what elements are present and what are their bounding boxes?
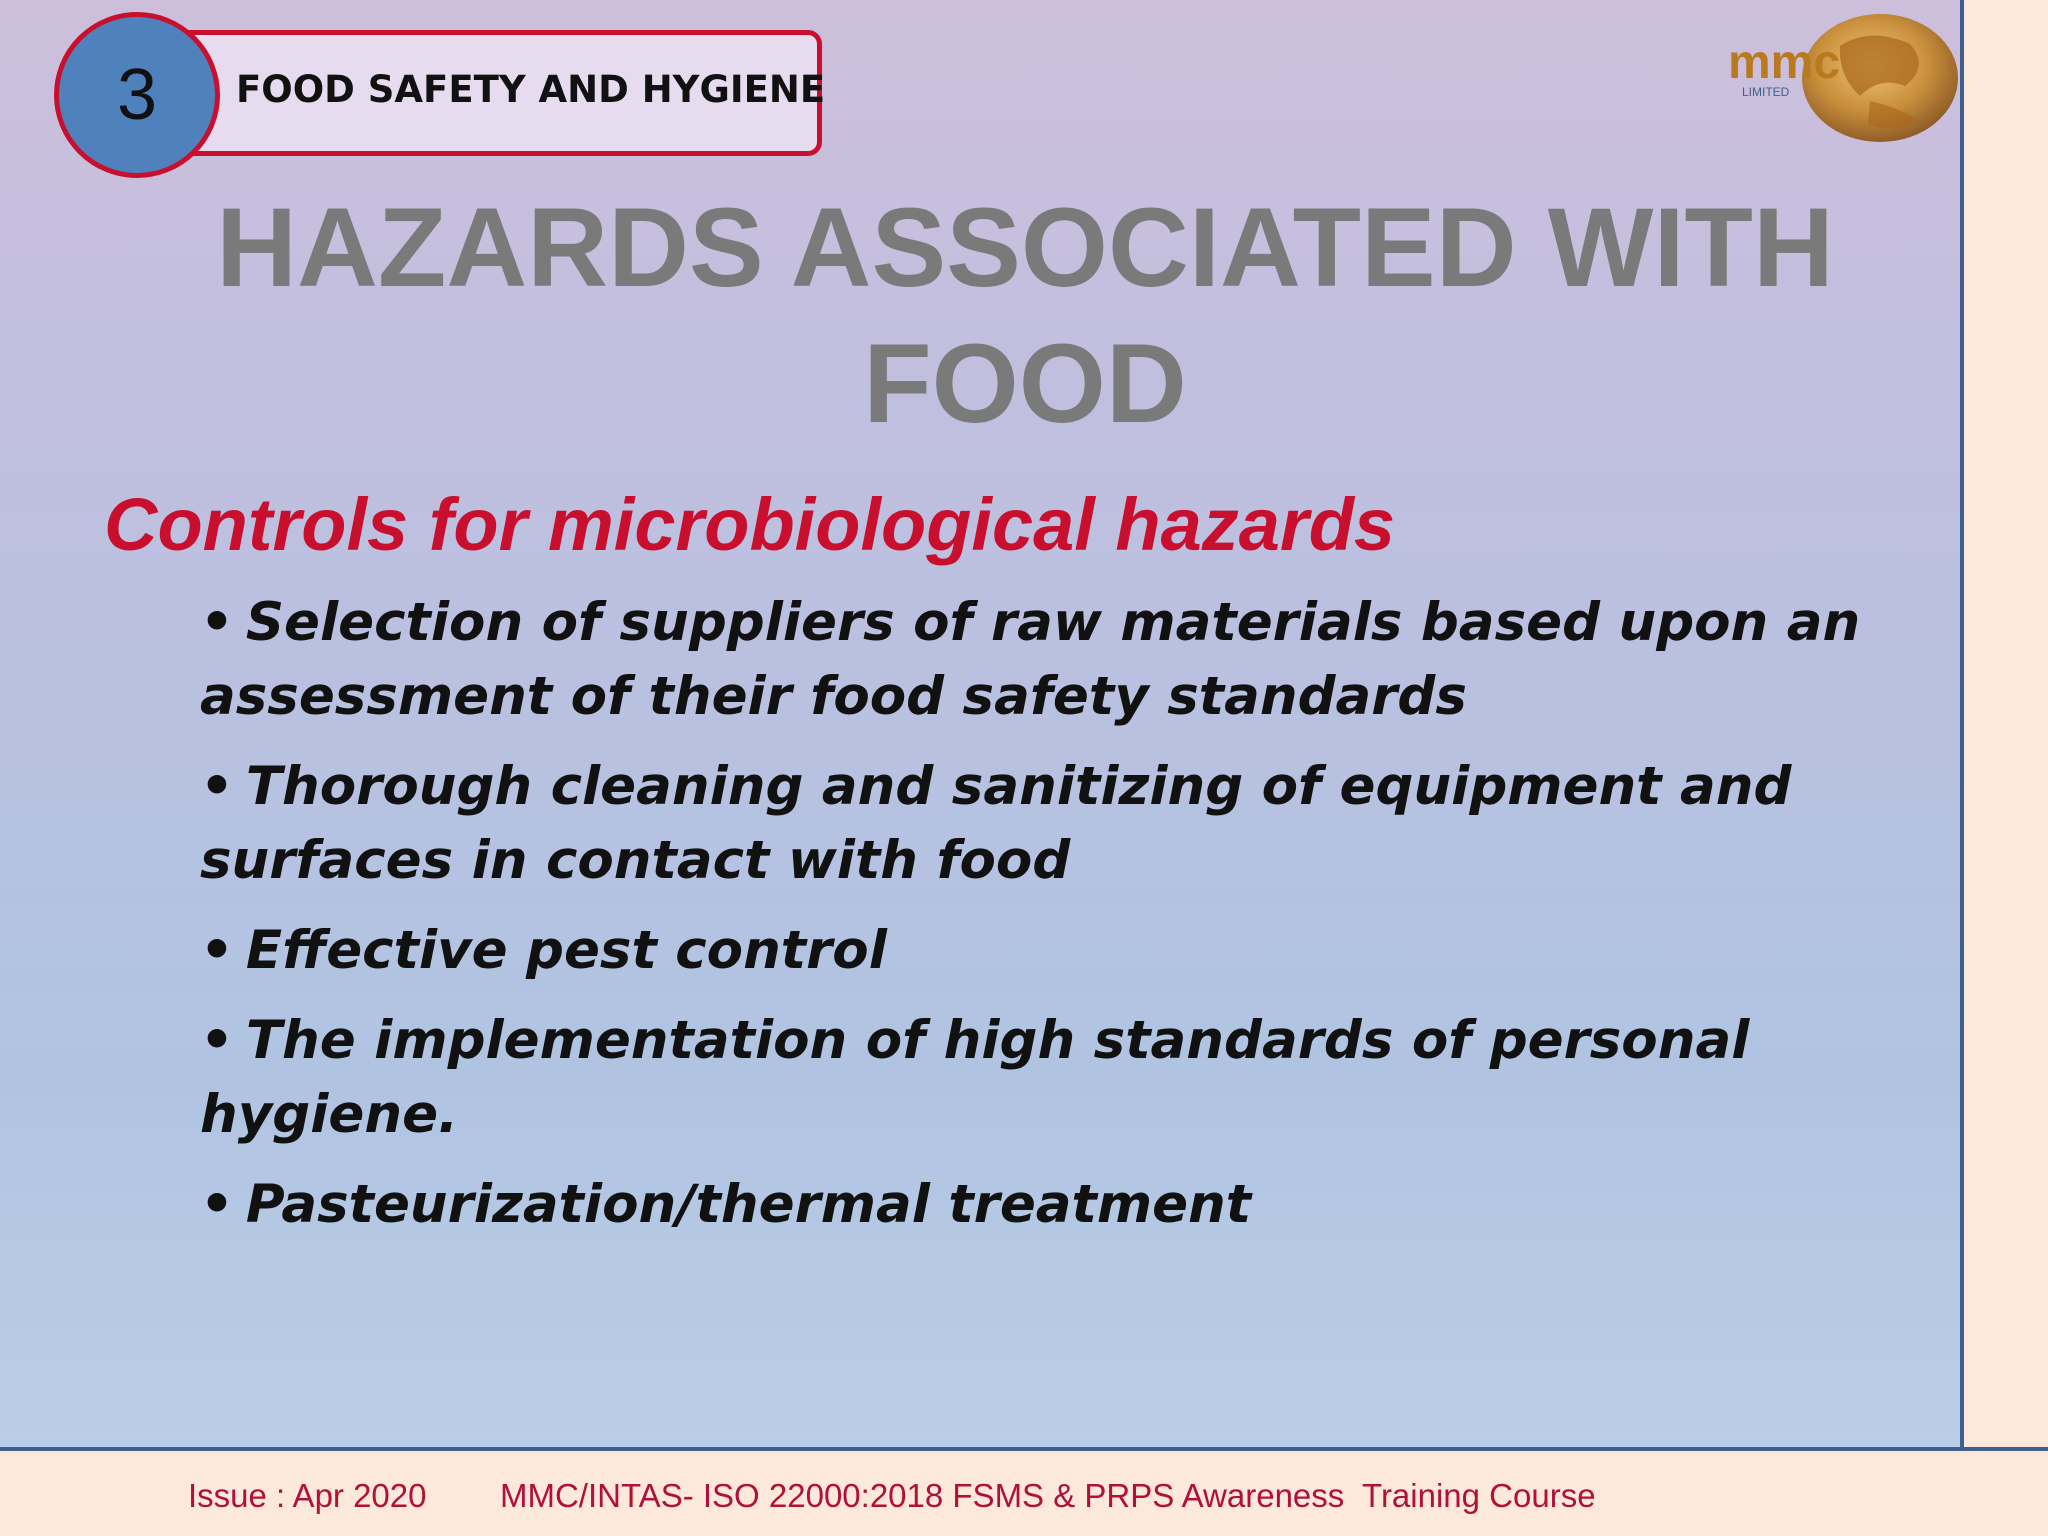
bullet-dot-icon: • <box>200 592 234 653</box>
bullet-item <box>200 914 1960 988</box>
slide-footer <box>0 1447 2048 1536</box>
bullet-dot-icon: • <box>200 756 234 817</box>
bullet-dot-icon: • <box>200 1010 234 1071</box>
bullet-item <box>200 1004 1960 1152</box>
bullet-list <box>200 586 1960 1258</box>
right-side-panel <box>1960 0 2048 1450</box>
bullet-text: Effective pest control <box>245 920 887 981</box>
logo-text: mmc <box>1728 36 1841 89</box>
bullet-text: Selection of suppliers of raw materials based upon an assessment of their food safety standards <box>200 592 1861 727</box>
slide-title: HAZARDS ASSOCIATED WITH FOOD <box>216 185 1834 446</box>
bullet-item <box>200 1168 1960 1242</box>
footer-course-name: MMC/INTAS- ISO 22000:2018 FSMS & PRPS Awareness Training Course <box>500 1477 1596 1514</box>
slide-subtitle: Controls for microbiological hazards <box>104 483 1396 566</box>
company-logo <box>1720 6 1960 146</box>
bullet-item <box>200 586 1960 734</box>
section-number-badge: 3 <box>54 12 220 178</box>
section-title: FOOD SAFETY AND HYGIENE <box>236 68 826 111</box>
bullet-item <box>200 750 1960 898</box>
bullet-text: Thorough cleaning and sanitizing of equipment and surfaces in contact with food <box>200 756 1792 891</box>
bullet-dot-icon: • <box>200 1174 234 1235</box>
logo-subtext: LIMITED <box>1742 85 1790 99</box>
bullet-text: Pasteurization/thermal treatment <box>245 1174 1252 1235</box>
bullet-dot-icon: • <box>200 920 234 981</box>
bullet-text: The implementation of high standards of personal hygiene. <box>200 1010 1750 1145</box>
footer-issue-date: Issue : Apr 2020 <box>188 1477 427 1514</box>
